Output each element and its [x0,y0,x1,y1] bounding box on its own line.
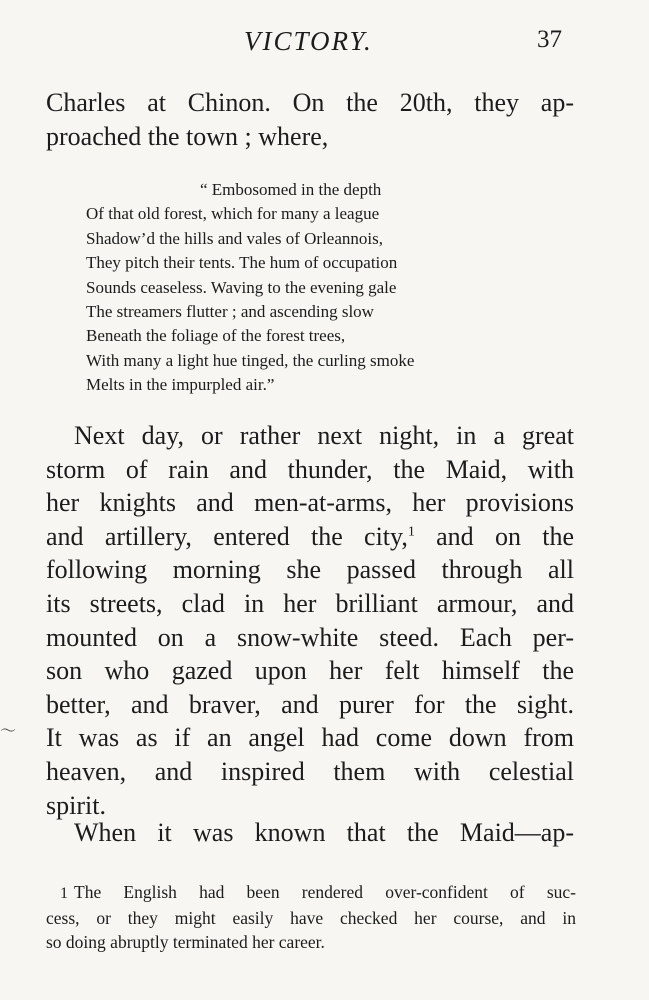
footnote-mark: 1 [60,885,68,902]
text-segment: and artillery, entered the city, [46,521,408,551]
verse-line: Of that old forest, which for many a league [86,204,380,224]
text-line: following morning she passed through all [46,555,574,585]
verse-line: With many a light hue tinged, the curling smoke [86,350,415,370]
page-number: 37 [537,26,562,53]
verse-line: Melts in the impurpled air.” [86,375,275,395]
verse-line: “ Embosomed in the depth [200,180,382,199]
main-paragraph [46,419,574,822]
text-line: heaven, and inspired them with celestial [46,756,574,786]
text-line: spirit. [46,790,106,820]
footnote [46,880,576,954]
text-line: her knights and men-at-arms, her provisions [46,488,574,518]
running-title: VICTORY. [244,26,373,56]
text-line: When it was known that the Maid—ap- [74,818,574,847]
verse-quotation [86,178,526,398]
text-line: It was as if an angel had come down from [46,723,574,753]
text-line: son who gazed upon her felt himself the [46,656,574,686]
text-line: Next day, or rather next night, in a great [74,421,574,450]
continuing-paragraph [46,816,574,850]
verse-line: Beneath the foliage of the forest trees, [86,326,346,346]
page-header [0,26,649,62]
verse-line: They pitch their tents. The hum of occupation [86,253,398,273]
text-line: storm of rain and thunder, the Maid, with [46,454,574,484]
footnote-line: so doing abruptly terminated her career. [46,932,325,952]
text-line: mounted on a snow-white steed. Each per- [46,622,574,652]
opening-paragraph [46,86,574,153]
footnote-reference[interactable]: 1 [407,524,415,540]
text-segment: and on the [414,521,574,551]
footnote-text: The English had been rendered over-confident of suc- [74,882,576,902]
footnote-line: cess, or they might easily have checked her course, and in [46,908,576,928]
text-line: its streets, clad in her brilliant armour, and [46,588,574,618]
verse-line: Shadow’d the hills and vales of Orleannois, [86,228,383,248]
verse-line: Sounds ceaseless. Waving to the evening gale [86,277,397,297]
footnote-line [46,880,576,906]
verse-line: The streamers flutter ; and ascending slow [86,302,374,322]
text-line: Charles at Chinon. On the 20th, they ap- [46,88,574,117]
text-line: proached the town ; where, [46,121,329,151]
text-line [46,520,574,554]
margin-mark: 〜 [0,723,17,740]
text-line: better, and braver, and purer for the sight. [46,689,574,719]
